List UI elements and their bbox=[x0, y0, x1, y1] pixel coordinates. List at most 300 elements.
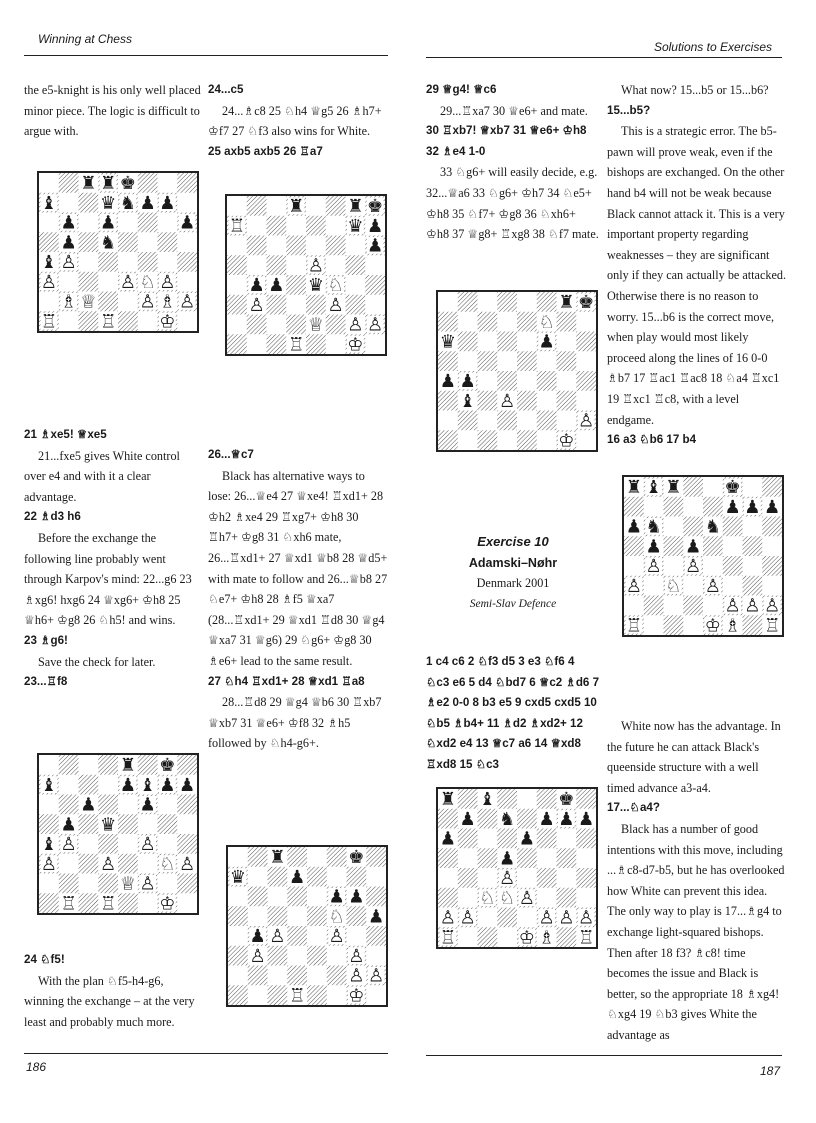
white-pawn-icon: ♙ bbox=[577, 410, 595, 432]
dark-square bbox=[138, 173, 158, 193]
white-pawn-icon: ♙ bbox=[348, 945, 365, 967]
dark-square bbox=[557, 312, 577, 332]
black-rook-icon: ♜ bbox=[80, 173, 97, 195]
dark-square bbox=[268, 906, 288, 926]
dark-square bbox=[39, 232, 59, 252]
footer-rule-right bbox=[426, 1055, 782, 1056]
black-rook-icon: ♜ bbox=[99, 173, 117, 195]
white-pawn-icon: ♙ bbox=[577, 907, 595, 929]
black-pawn-icon: ♟ bbox=[366, 215, 384, 237]
dark-square bbox=[306, 334, 326, 354]
white-king-icon: ♔ bbox=[159, 311, 176, 331]
black-queen-icon: ♛ bbox=[99, 192, 117, 214]
dark-square bbox=[79, 854, 99, 874]
paragraph: Black has a number of good intentions with this move, including ...♗c8-d7-b5, but he has overlooked how White can prevent this idea. The only way to play is 17...♗g4 to exchange light-squared bishops. Then after 18 f3? ♗c8! time becomes the issue and Black is better, so the appropriate 18 ♗xg4! ♘xg4 19 ♘b3 gives White the advantage as bbox=[607, 821, 785, 1042]
dark-square bbox=[557, 391, 577, 411]
dark-square bbox=[458, 292, 478, 312]
dark-square bbox=[79, 272, 99, 292]
dark-square bbox=[306, 295, 326, 315]
white-king-icon: ♔ bbox=[348, 985, 365, 1005]
white-rook-icon: ♖ bbox=[99, 893, 117, 913]
white-king-icon: ♔ bbox=[558, 430, 575, 450]
black-rook-icon: ♜ bbox=[439, 789, 457, 811]
dark-square bbox=[228, 985, 248, 1005]
move-text: 24 ♘f5! bbox=[24, 953, 65, 966]
dark-square bbox=[158, 232, 178, 252]
white-knight-icon: ♘ bbox=[665, 575, 682, 597]
paragraph: 33 ♘g6+ will easily decide, e.g. 32...♕a6 33 ♘g6+ ♔h7 34 ♘e5+ ♔h8 35 ♘f7+ ♔g8 36 ♘xh6+ ♔h8 37 ♕g8+ ♖xg8 38 ♘f7 mate. bbox=[426, 165, 599, 242]
dark-square bbox=[644, 596, 664, 616]
white-pawn-icon: ♙ bbox=[60, 834, 77, 856]
dark-square bbox=[438, 312, 458, 332]
white-knight-icon: ♘ bbox=[327, 275, 344, 297]
dark-square bbox=[557, 888, 577, 908]
black-bishop-icon: ♝ bbox=[645, 477, 662, 499]
black-pawn-icon: ♟ bbox=[763, 496, 781, 518]
black-bishop-icon: ♝ bbox=[40, 252, 58, 274]
dark-square bbox=[557, 351, 577, 371]
black-pawn-icon: ♟ bbox=[724, 496, 741, 518]
white-pawn-icon: ♙ bbox=[99, 853, 117, 875]
footer-rule-left bbox=[24, 1053, 388, 1054]
paragraph: 24...♗c8 25 ♘h4 ♕g5 26 ♗h7+ ♔f7 27 ♘f3 also wins for White. bbox=[208, 103, 382, 139]
black-knight-icon: ♞ bbox=[704, 516, 722, 538]
dark-square bbox=[683, 517, 703, 537]
dark-square bbox=[497, 292, 517, 312]
white-pawn-icon: ♙ bbox=[119, 271, 137, 293]
white-pawn-icon: ♙ bbox=[139, 834, 156, 856]
dark-square bbox=[458, 789, 478, 809]
black-queen-icon: ♛ bbox=[439, 331, 457, 353]
dark-square bbox=[537, 829, 557, 849]
black-pawn-icon: ♟ bbox=[268, 275, 285, 297]
black-pawn-icon: ♟ bbox=[288, 866, 306, 888]
dark-square bbox=[306, 216, 326, 236]
dark-square bbox=[557, 927, 577, 947]
dark-square bbox=[79, 311, 99, 331]
white-pawn-icon: ♙ bbox=[307, 255, 325, 277]
chess-diagram-4 bbox=[226, 845, 388, 1007]
paragraph: 29...♖xa7 30 ♕e6+ and mate. bbox=[440, 103, 588, 118]
dark-square bbox=[366, 926, 386, 946]
dark-square bbox=[267, 295, 287, 315]
dark-square bbox=[287, 966, 307, 986]
move-text: 17...♘a4? bbox=[607, 801, 660, 815]
dark-square bbox=[118, 814, 138, 834]
white-knight-icon: ♘ bbox=[159, 853, 176, 875]
dark-square bbox=[346, 255, 366, 275]
paragraph: the e5-knight is his only well placed minor piece. The logic is difficult to argue with. bbox=[24, 83, 201, 139]
move-text: 22 ♗d3 h6 bbox=[24, 510, 81, 524]
white-pawn-icon: ♙ bbox=[248, 294, 265, 316]
black-pawn-icon: ♟ bbox=[459, 808, 476, 830]
dark-square bbox=[478, 391, 498, 411]
paragraph: With the plan ♘f5-h4-g6, winning the exchange – at the very least and probably much more. bbox=[24, 973, 195, 1029]
black-pawn-icon: ♟ bbox=[178, 774, 196, 796]
black-queen-icon: ♛ bbox=[347, 215, 364, 237]
dark-square bbox=[576, 789, 596, 809]
black-pawn-icon: ♟ bbox=[60, 212, 77, 234]
dark-square bbox=[576, 332, 596, 352]
dark-square bbox=[228, 906, 248, 926]
exercise-title: Exercise 10 bbox=[477, 534, 549, 549]
black-queen-icon: ♛ bbox=[307, 275, 325, 297]
dark-square bbox=[267, 334, 287, 354]
running-header-right: Solutions to Exercises bbox=[653, 40, 772, 54]
dark-square bbox=[664, 615, 684, 635]
black-pawn-icon: ♟ bbox=[60, 814, 77, 836]
dark-square bbox=[268, 867, 288, 887]
black-rook-icon: ♜ bbox=[347, 196, 364, 218]
black-king-icon: ♚ bbox=[119, 173, 137, 195]
exercise-header bbox=[426, 532, 600, 614]
white-pawn-icon: ♙ bbox=[684, 556, 702, 578]
dark-square bbox=[247, 236, 267, 256]
dark-square bbox=[118, 893, 138, 913]
black-queen-icon: ♛ bbox=[229, 866, 247, 888]
dark-square bbox=[478, 351, 498, 371]
white-knight-icon: ♘ bbox=[328, 906, 345, 928]
dark-square bbox=[438, 391, 458, 411]
black-rook-icon: ♜ bbox=[287, 196, 305, 218]
black-knight-icon: ♞ bbox=[498, 808, 516, 830]
dark-square bbox=[59, 795, 79, 815]
dark-square bbox=[624, 497, 644, 517]
move-text: 26...♕c7 bbox=[208, 448, 254, 461]
white-pawn-icon: ♙ bbox=[439, 907, 457, 929]
white-king-icon: ♔ bbox=[159, 893, 176, 913]
white-pawn-icon: ♙ bbox=[498, 868, 516, 890]
dark-square bbox=[497, 789, 517, 809]
black-pawn-icon: ♟ bbox=[119, 774, 137, 796]
white-queen-icon: ♕ bbox=[307, 314, 325, 336]
chess-diagram-1 bbox=[37, 171, 199, 333]
dark-square bbox=[326, 315, 346, 335]
move-text: 27 ♘h4 ♖xd1+ 28 ♕xd1 ♖a8 bbox=[208, 674, 365, 688]
black-pawn-icon: ♟ bbox=[498, 848, 516, 870]
black-pawn-icon: ♟ bbox=[538, 331, 555, 353]
dark-square bbox=[537, 292, 557, 312]
dark-square bbox=[98, 755, 118, 775]
black-queen-icon: ♛ bbox=[99, 814, 117, 836]
dark-square bbox=[227, 334, 247, 354]
chess-diagram-6 bbox=[436, 787, 598, 949]
black-bishop-icon: ♝ bbox=[459, 390, 476, 412]
black-pawn-icon: ♟ bbox=[439, 371, 457, 393]
dark-square bbox=[79, 775, 99, 795]
black-pawn-icon: ♟ bbox=[328, 886, 345, 908]
white-rook-icon: ♖ bbox=[228, 215, 246, 237]
white-pawn-icon: ♙ bbox=[744, 595, 761, 617]
dark-square bbox=[576, 371, 596, 391]
dark-square bbox=[537, 789, 557, 809]
chess-diagram-7 bbox=[622, 475, 784, 637]
dark-square bbox=[458, 829, 478, 849]
black-knight-icon: ♞ bbox=[119, 192, 137, 214]
black-pawn-icon: ♟ bbox=[348, 886, 365, 908]
white-rook-icon: ♖ bbox=[439, 927, 457, 947]
white-knight-icon: ♘ bbox=[538, 311, 555, 333]
dark-square bbox=[177, 795, 197, 815]
dark-square bbox=[327, 847, 347, 867]
dark-square bbox=[762, 556, 782, 576]
black-pawn-icon: ♟ bbox=[645, 536, 662, 558]
white-knight-icon: ♘ bbox=[479, 887, 496, 909]
white-pawn-icon: ♙ bbox=[249, 945, 266, 967]
move-text: 30 ♖xb7! ♕xb7 31 ♕e6+ ♔h8 32 ♗e4 1-0 bbox=[426, 124, 587, 158]
dark-square bbox=[537, 411, 557, 431]
dark-square bbox=[703, 497, 723, 517]
dark-square bbox=[248, 887, 268, 907]
black-pawn-icon: ♟ bbox=[159, 774, 176, 796]
black-rook-icon: ♜ bbox=[558, 292, 575, 314]
black-pawn-icon: ♟ bbox=[439, 828, 457, 850]
dark-square bbox=[346, 295, 366, 315]
column-2 bbox=[208, 80, 388, 162]
dark-square bbox=[307, 867, 327, 887]
black-rook-icon: ♜ bbox=[625, 477, 643, 499]
white-pawn-icon: ♙ bbox=[40, 271, 58, 293]
white-bishop-icon: ♗ bbox=[60, 291, 77, 313]
move-text: 21 ♗xe5! ♕xe5 bbox=[24, 428, 107, 441]
dark-square bbox=[497, 411, 517, 431]
black-bishop-icon: ♝ bbox=[40, 834, 58, 856]
black-pawn-icon: ♟ bbox=[248, 275, 265, 297]
black-pawn-icon: ♟ bbox=[625, 516, 643, 538]
dark-square bbox=[177, 834, 197, 854]
white-pawn-icon: ♙ bbox=[645, 556, 662, 578]
paragraph: White now has the advantage. In the future he can attack Black's queenside structure with a well timed advance a3-a4. bbox=[607, 719, 781, 795]
header-rule-right bbox=[426, 57, 782, 58]
dark-square bbox=[287, 887, 307, 907]
white-rook-icon: ♖ bbox=[60, 893, 77, 913]
move-text: 25 axb5 axb5 26 ♖a7 bbox=[208, 144, 323, 158]
black-bishop-icon: ♝ bbox=[479, 789, 496, 811]
dark-square bbox=[247, 196, 267, 216]
dark-square bbox=[39, 893, 59, 913]
black-king-icon: ♚ bbox=[724, 477, 741, 499]
dark-square bbox=[248, 847, 268, 867]
black-pawn-icon: ♟ bbox=[518, 828, 536, 850]
white-queen-icon: ♕ bbox=[119, 873, 137, 895]
black-pawn-icon: ♟ bbox=[684, 536, 702, 558]
dark-square bbox=[557, 848, 577, 868]
black-king-icon: ♚ bbox=[159, 755, 176, 777]
dark-square bbox=[59, 755, 79, 775]
black-pawn-icon: ♟ bbox=[558, 808, 575, 830]
dark-square bbox=[307, 946, 327, 966]
dark-square bbox=[79, 893, 99, 913]
white-pawn-icon: ♙ bbox=[367, 965, 385, 987]
black-pawn-icon: ♟ bbox=[538, 808, 555, 830]
white-pawn-icon: ♙ bbox=[538, 907, 555, 929]
dark-square bbox=[177, 173, 197, 193]
black-king-icon: ♚ bbox=[577, 292, 595, 314]
dark-square bbox=[517, 809, 537, 829]
white-king-icon: ♔ bbox=[704, 615, 722, 635]
dark-square bbox=[517, 848, 537, 868]
black-rook-icon: ♜ bbox=[665, 477, 682, 499]
black-knight-icon: ♞ bbox=[645, 516, 662, 538]
dark-square bbox=[59, 874, 79, 894]
white-rook-icon: ♖ bbox=[288, 985, 306, 1005]
dark-square bbox=[664, 536, 684, 556]
dark-square bbox=[683, 477, 703, 497]
dark-square bbox=[138, 755, 158, 775]
white-pawn-icon: ♙ bbox=[625, 575, 643, 597]
dark-square bbox=[723, 517, 743, 537]
white-rook-icon: ♖ bbox=[287, 334, 305, 354]
dark-square bbox=[59, 173, 79, 193]
black-knight-icon: ♞ bbox=[99, 232, 117, 254]
black-pawn-icon: ♟ bbox=[367, 906, 385, 928]
dark-square bbox=[307, 906, 327, 926]
white-pawn-icon: ♙ bbox=[459, 907, 476, 929]
dark-square bbox=[683, 596, 703, 616]
dark-square bbox=[326, 236, 346, 256]
black-king-icon: ♚ bbox=[366, 196, 384, 218]
black-pawn-icon: ♟ bbox=[99, 212, 117, 234]
dark-square bbox=[743, 576, 763, 596]
white-rook-icon: ♖ bbox=[625, 615, 643, 635]
white-pawn-icon: ♙ bbox=[724, 595, 741, 617]
move-text: 23 ♗g6! bbox=[24, 633, 68, 647]
dark-square bbox=[98, 874, 118, 894]
move-text: 1 c4 c6 2 ♘f3 d5 3 e3 ♘f6 4 ♘c3 e6 5 d4 ♘bd7 6 ♕c2 ♗d6 7 ♗e2 0-0 8 b3 e5 9 cxd5 cxd5 10 ♘b5 ♗b4+ 11 ♗d2 ♗xd2+ 12 ♘xd2 e4 13 ♕c7 a6 14 ♕xd8 ♖xd8 15 ♘c3 bbox=[426, 655, 600, 771]
dark-square bbox=[478, 312, 498, 332]
dark-square bbox=[478, 848, 498, 868]
dark-square bbox=[79, 232, 99, 252]
dark-square bbox=[478, 430, 498, 450]
white-pawn-icon: ♙ bbox=[498, 390, 516, 412]
black-pawn-icon: ♟ bbox=[577, 808, 595, 830]
black-pawn-icon: ♟ bbox=[366, 235, 384, 257]
white-bishop-icon: ♗ bbox=[159, 291, 176, 313]
exercise-players: Adamski–Nøhr bbox=[468, 555, 558, 570]
column-3 bbox=[426, 80, 600, 245]
dark-square bbox=[438, 888, 458, 908]
column-2-mid bbox=[208, 445, 388, 754]
dark-square bbox=[326, 196, 346, 216]
exercise-opening: Semi-Slav Defence bbox=[469, 597, 557, 610]
dark-square bbox=[177, 874, 197, 894]
column-4-end bbox=[607, 716, 787, 1046]
dark-square bbox=[438, 809, 458, 829]
dark-square bbox=[287, 926, 307, 946]
white-pawn-icon: ♙ bbox=[60, 252, 77, 274]
dark-square bbox=[286, 275, 306, 295]
dark-square bbox=[762, 517, 782, 537]
dark-square bbox=[537, 371, 557, 391]
dark-square bbox=[517, 391, 537, 411]
dark-square bbox=[177, 252, 197, 272]
dark-square bbox=[228, 946, 248, 966]
chess-diagram-5 bbox=[436, 290, 598, 452]
dark-square bbox=[267, 255, 287, 275]
black-pawn-icon: ♟ bbox=[159, 192, 176, 214]
dark-square bbox=[458, 411, 478, 431]
white-pawn-icon: ♙ bbox=[763, 595, 781, 617]
dark-square bbox=[79, 814, 99, 834]
column-1 bbox=[24, 80, 202, 142]
white-rook-icon: ♖ bbox=[99, 311, 117, 331]
column-4 bbox=[607, 80, 787, 451]
white-queen-icon: ♕ bbox=[80, 291, 97, 313]
white-pawn-icon: ♙ bbox=[139, 291, 156, 313]
white-bishop-icon: ♗ bbox=[538, 927, 555, 947]
dark-square bbox=[79, 193, 99, 213]
move-text: 15...b5? bbox=[607, 103, 651, 117]
move-text: 24...c5 bbox=[208, 83, 244, 96]
dark-square bbox=[366, 847, 386, 867]
dark-square bbox=[458, 332, 478, 352]
dark-square bbox=[537, 868, 557, 888]
black-king-icon: ♚ bbox=[348, 847, 365, 869]
dark-square bbox=[138, 252, 158, 272]
white-pawn-icon: ♙ bbox=[269, 926, 286, 948]
white-pawn-icon: ♙ bbox=[178, 291, 196, 313]
paragraph: Before the exchange the following line probably went through Karpov's mind: 22...g6 23 ♗xg6! hxg6 24 ♕xg6+ ♔h8 25 ♕h6+ ♔g8 26 ♘h5! and wins. bbox=[24, 530, 192, 628]
dark-square bbox=[497, 829, 517, 849]
chess-diagram-3 bbox=[37, 753, 199, 915]
dark-square bbox=[268, 946, 288, 966]
black-bishop-icon: ♝ bbox=[40, 192, 58, 214]
dark-square bbox=[438, 351, 458, 371]
dark-square bbox=[497, 332, 517, 352]
paragraph: This is a strategic error. The b5-pawn will prove weak, even if the bishops are exchanged. On the other hand b4 will not be weak because Black cannot attack it. This is a very important property regarding weaknesses – they are significant only if they can actually be attacked. Otherwise there is no reason to worry. 15...b6 is the correct move, when play would most likely proceed along the lines of 16 0-0 ♗b7 17 ♖ac1 ♖ac8 18 ♘a4 ♖xc1 19 ♖xc1 ♖c8, with a level endgame. bbox=[607, 124, 787, 427]
dark-square bbox=[98, 292, 118, 312]
dark-square bbox=[365, 275, 385, 295]
dark-square bbox=[497, 908, 517, 928]
dark-square bbox=[576, 829, 596, 849]
white-pawn-icon: ♙ bbox=[327, 294, 344, 316]
dark-square bbox=[118, 311, 138, 331]
white-rook-icon: ♖ bbox=[40, 311, 58, 331]
move-text: 29 ♕g4! ♕c6 bbox=[426, 83, 497, 96]
white-pawn-icon: ♙ bbox=[347, 314, 364, 336]
header-rule-left bbox=[24, 55, 388, 56]
chess-diagram-2 bbox=[225, 194, 387, 356]
dark-square bbox=[762, 477, 782, 497]
dark-square bbox=[98, 834, 118, 854]
black-pawn-icon: ♟ bbox=[459, 371, 476, 393]
dark-square bbox=[227, 295, 247, 315]
dark-square bbox=[347, 906, 367, 926]
white-king-icon: ♔ bbox=[347, 334, 364, 354]
dark-square bbox=[247, 315, 267, 335]
dark-square bbox=[478, 927, 498, 947]
move-text: 23...♖f8 bbox=[24, 675, 68, 689]
dark-square bbox=[478, 809, 498, 829]
dark-square bbox=[307, 985, 327, 1005]
black-pawn-icon: ♟ bbox=[139, 794, 156, 816]
dark-square bbox=[723, 556, 743, 576]
column-3-moves bbox=[426, 652, 600, 776]
white-bishop-icon: ♗ bbox=[724, 615, 741, 635]
dark-square bbox=[664, 497, 684, 517]
dark-square bbox=[366, 887, 386, 907]
black-pawn-icon: ♟ bbox=[249, 926, 266, 948]
dark-square bbox=[497, 371, 517, 391]
black-bishop-icon: ♝ bbox=[139, 774, 156, 796]
dark-square bbox=[576, 868, 596, 888]
black-pawn-icon: ♟ bbox=[139, 192, 156, 214]
white-pawn-icon: ♙ bbox=[518, 887, 536, 909]
white-rook-icon: ♖ bbox=[577, 927, 595, 947]
dark-square bbox=[743, 536, 763, 556]
page-number-left: 186 bbox=[26, 1060, 47, 1074]
column-1-end bbox=[24, 950, 202, 1032]
